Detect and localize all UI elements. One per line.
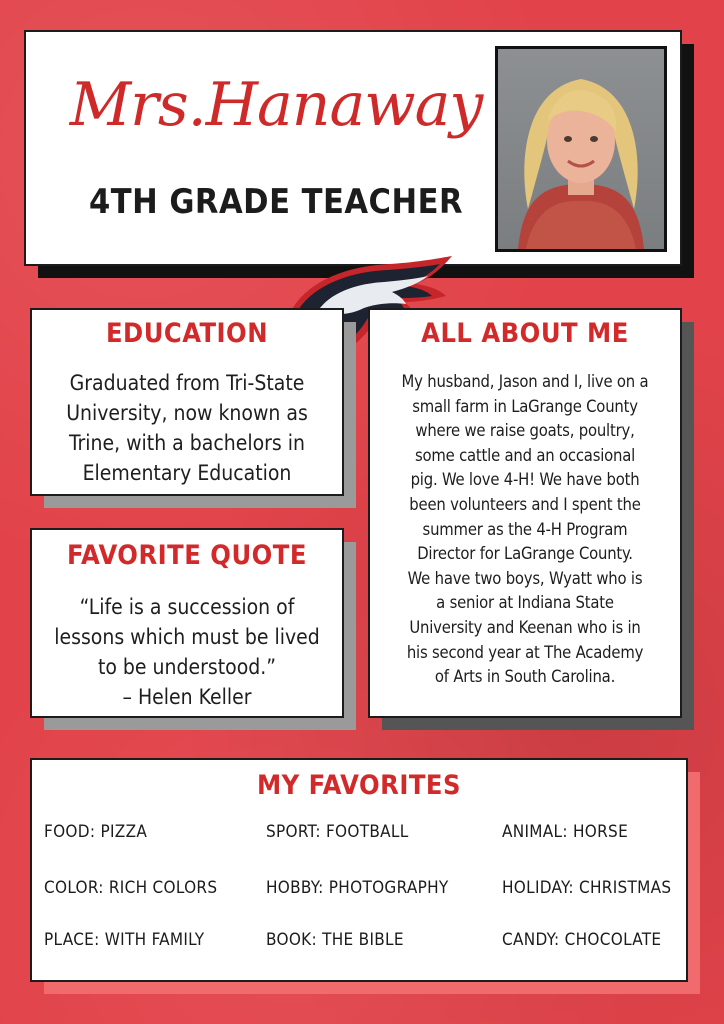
favorites-card xyxy=(30,758,688,982)
teacher-name: Mrs.Hanaway xyxy=(69,70,483,140)
education-line: University, now known as xyxy=(66,401,308,425)
education-title: EDUCATION xyxy=(105,318,269,349)
about-line: some cattle and an occasional xyxy=(414,445,636,465)
favorite-color: COLOR: RICH COLORS xyxy=(44,878,218,898)
about-title: ALL ABOUT ME xyxy=(421,318,629,349)
about-line: his second year at The Academy xyxy=(406,642,644,662)
about-line: University and Keenan who is in xyxy=(409,617,641,637)
education-line: Graduated from Tri-State xyxy=(69,371,305,395)
favorites-title: MY FAVORITES xyxy=(256,770,462,801)
about-line: been volunteers and I spent the xyxy=(409,494,641,514)
education-text xyxy=(32,368,342,488)
about-line: where we raise goats, poultry, xyxy=(415,421,635,441)
favorite-hobby: HOBBY: PHOTOGRAPHY xyxy=(266,878,449,898)
education-card xyxy=(30,308,344,496)
education-line: Trine, with a bachelors in xyxy=(69,431,305,455)
favorite-sport: SPORT: FOOTBALL xyxy=(266,822,409,842)
header-card xyxy=(24,30,682,266)
quote-title: FAVORITE QUOTE xyxy=(67,540,307,571)
about-line: My husband, Jason and I, live on a xyxy=(401,372,649,391)
about-line: of Arts in South Carolina. xyxy=(434,667,616,687)
quote-text xyxy=(32,592,342,712)
favorite-book: BOOK: THE BIBLE xyxy=(266,930,404,950)
favorite-animal: ANIMAL: HORSE xyxy=(502,822,629,842)
about-card xyxy=(368,308,682,718)
favorite-place: PLACE: WITH FAMILY xyxy=(44,930,205,950)
favorite-holiday: HOLIDAY: CHRISTMAS xyxy=(502,878,672,898)
about-line: pig. We love 4-H! We have both xyxy=(410,470,640,490)
about-line: Director for LaGrange County. xyxy=(417,544,633,564)
about-line: We have two boys, Wyatt who is xyxy=(407,568,643,588)
about-line: small farm in LaGrange County xyxy=(412,396,638,416)
teacher-photo xyxy=(495,46,667,252)
favorite-food: FOOD: PIZZA xyxy=(44,822,148,842)
quote-author: – Helen Keller xyxy=(122,685,252,709)
about-text xyxy=(370,370,680,690)
quote-card xyxy=(30,528,344,718)
favorite-candy: CANDY: CHOCOLATE xyxy=(502,930,662,950)
education-line: Elementary Education xyxy=(82,461,292,485)
portrait-illustration xyxy=(498,49,664,249)
quote-line: to be understood.” xyxy=(97,655,277,679)
about-line: summer as the 4-H Program xyxy=(422,519,628,539)
quote-line: “Life is a succession of xyxy=(79,595,295,619)
teacher-role: 4TH GRADE TEACHER xyxy=(88,182,464,222)
quote-line: lessons which must be lived xyxy=(54,625,320,649)
about-line: a senior at Indiana State xyxy=(436,593,614,613)
